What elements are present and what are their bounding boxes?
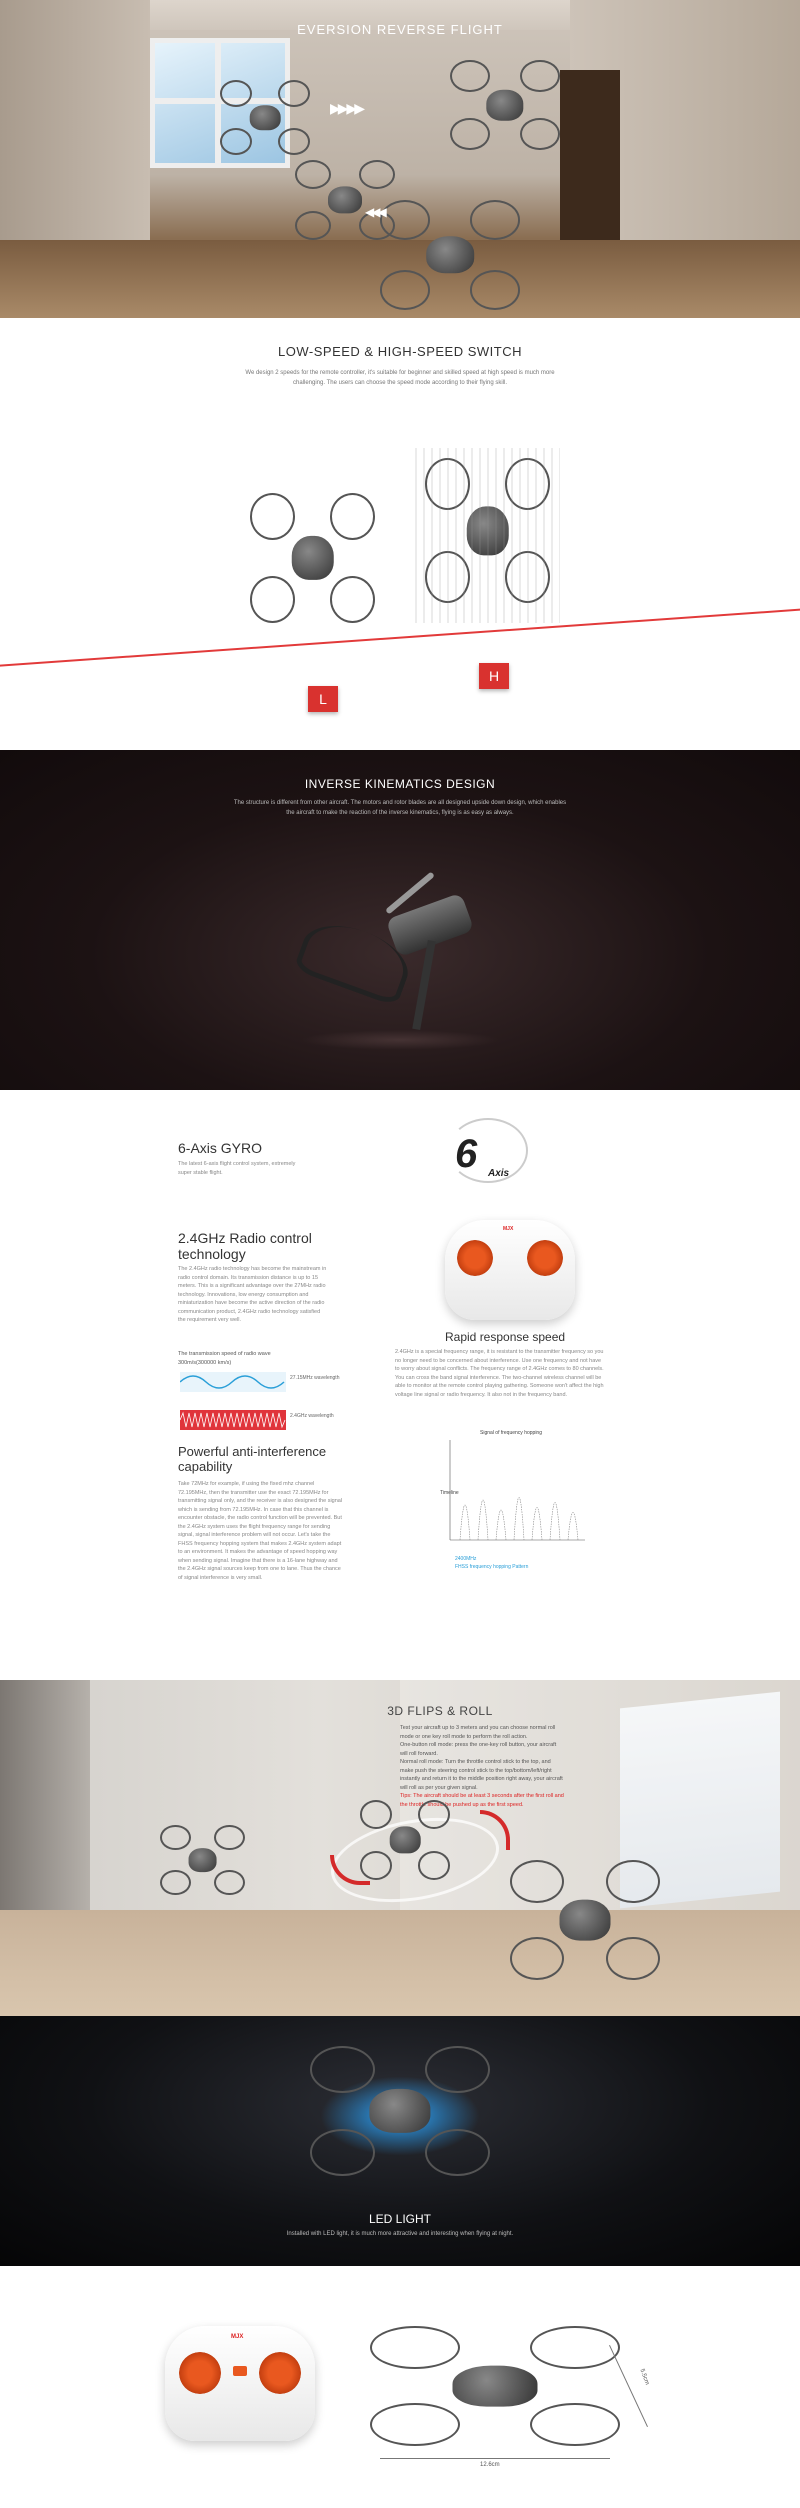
remote-controller [445, 1220, 575, 1320]
rapid-text: 2.4GHz is a special frequency range, it is resistant to the transmitter frequency so you no longer need to be concerned about interference. Use one frequency and not have to worry about signal conflicts. The frequency range of 2.4GHz comes to 80 channels. You can cross the band signal interference. The two-channel wireless channel will be able to monitor at the remote control playing gathering. Someone won't affect the high voltage line signal or radio frequency. It also not in the frequency band. [395, 1349, 604, 1398]
wave2-label: 2.4GHz wavelength [290, 1413, 334, 1419]
floor-reflection [300, 1030, 500, 1050]
flips-tips: Tips: The aircraft should be at least 3 seconds after the first roll and the throttle should be pushed up as the first speed. [400, 1793, 564, 1808]
section-title: 3D FLIPS & ROLL [387, 1704, 493, 1718]
drone-strut [412, 940, 436, 1030]
low-speed-badge: L [308, 686, 338, 712]
width-dimension-line [380, 2458, 610, 2459]
right-stick [527, 1240, 563, 1276]
wave-caption: The transmission speed of radio wave 300m/s(300000 km/s) [178, 1351, 271, 1366]
flips-text-3: Normal roll mode: Turn the throttle control stick to the top, and make push the steering control stick to the top/bottom/left/right instantly and return it to the middle position right away, your aircraft will roll as per your given signal. [400, 1759, 563, 1791]
drone-image [160, 1825, 245, 1895]
eversion-section [0, 0, 800, 318]
speed-blur [415, 448, 560, 623]
flips-text-2: One-button roll mode: press the one-key roll button, your aircraft will roll forward. [400, 1742, 557, 1757]
high-speed-badge: H [479, 663, 509, 689]
six-axis-logo-word: Axis [488, 1168, 510, 1179]
section-description: Installed with LED light, it is much more attractive and interesting when flying at night. [286, 2231, 514, 2237]
door [560, 70, 620, 260]
width-dimension: 12.6cm [480, 2462, 500, 2468]
power-switch [233, 2366, 247, 2376]
radio-title: 2.4GHz Radio control technology [178, 1230, 312, 1262]
right-stick [259, 2352, 301, 2394]
section-title: LOW-SPEED & HIGH-SPEED SWITCH [278, 344, 522, 359]
frequency-hopping-chart [440, 1430, 590, 1550]
gyro-title: 6-Axis GYRO [178, 1140, 263, 1156]
wave-24ghz-graphic [180, 1410, 286, 1430]
remote-brand: MJX [231, 2334, 244, 2340]
drone-image [360, 1800, 450, 1880]
six-axis-logo-number: 6 [455, 1132, 478, 1176]
section-description: The structure is different from other aircraft. The motors and rotor blades are all designed upside down design, which enables the aircraft to make the reaction of the inverse kinematics, flying is as easy as always. [233, 800, 567, 816]
section-title: INVERSE KINEMATICS DESIGN [304, 777, 496, 791]
drone-image [510, 1860, 660, 1980]
led-light-section [0, 2016, 800, 2266]
section-title: EVERSION REVERSE FLIGHT [297, 22, 503, 37]
inverse-kinematics-section [0, 750, 800, 1090]
hop-label-bottom2: FHSS frequency hopping Pattern [455, 1564, 529, 1570]
drone-image [450, 60, 560, 150]
wave-27mhz-graphic [180, 1372, 286, 1392]
flips-text-1: Test your aircraft up to 3 meters and you can choose normal roll mode or one key roll mode to perform the roll action. [400, 1725, 556, 1740]
section-description: We design 2 speeds for the remote controller, it's suitable for beginner and skilled speed at high speed is much more challenging. The users can choose the speed mode according to their flying skill. [245, 370, 555, 386]
drone-low-speed [250, 493, 375, 623]
remote-brand: MJX [503, 1226, 514, 1232]
section-title: LED LIGHT [368, 2212, 431, 2226]
radio-text: The 2.4GHz radio technology has become the mainstream in radio control domain. Its transmission distance is up to 15 meters. This is a significant advantage over the 27MHz radio technology. Innovations, low energy consumption and miniaturization have become the active direction of the radio communication product, 2.4GHz radio technology satisfied the requirement very well. [178, 1266, 327, 1323]
technology-section [0, 1090, 800, 1680]
hop-label-top: Signal of frequency hopping [480, 1430, 542, 1436]
product-dimensions-section [0, 2266, 800, 2508]
drone-led-image [310, 2046, 490, 2176]
height-dimension: 5.5cm [638, 2368, 650, 2386]
drone-product-image [370, 2326, 620, 2446]
anti-interference-title: Powerful anti-interference capability [178, 1444, 327, 1474]
rapid-title: Rapid response speed [445, 1330, 566, 1344]
red-divider-line [0, 606, 800, 668]
gyro-text: The latest 6-axis flight control system, extremely super stable flight. [178, 1161, 296, 1176]
speed-switch-section [0, 318, 800, 750]
hop-label-bottom1: 2400MHz [455, 1556, 477, 1562]
hop-label-axis: Timeline [440, 1490, 459, 1496]
flips-text [400, 1724, 565, 1809]
wave1-label: 27.15MHz wavelength [290, 1375, 340, 1381]
motion-arrows-icon: ▶▶ ▶▶ [330, 100, 362, 116]
motion-arrows-icon: ◀◀◀ [365, 205, 384, 219]
floor [0, 1910, 800, 2016]
anti-interference-text: Take 72MHz for example, if using the fixed mhz channel 72.195MHz, then the transmitter use the exact 72.195MHz for transmitting signal only, and the receiver is also designed the signal which is sending from 72.195MHz. In case that this channel is encounter obstacle, the radio control function will be prevented. But the 2.4GHz system uses the flight frequency range for sending signal, signal interference problem will not occur. Let's take the FHSS frequency hopping system that makes 2.4GHz system adapt to an environment. It makes the advantage of speed hopping way when sending signal. Imagine that there is a 16-lane highway and the 2.4GHz signal sources keep from one to lane. Thus the chance of signal interference is very small. [178, 1481, 343, 1581]
remote-controller [165, 2326, 315, 2441]
left-stick [179, 2352, 221, 2394]
left-stick [457, 1240, 493, 1276]
flips-roll-section [0, 1680, 800, 2016]
drone-image [380, 200, 520, 310]
drone-image [220, 80, 310, 155]
